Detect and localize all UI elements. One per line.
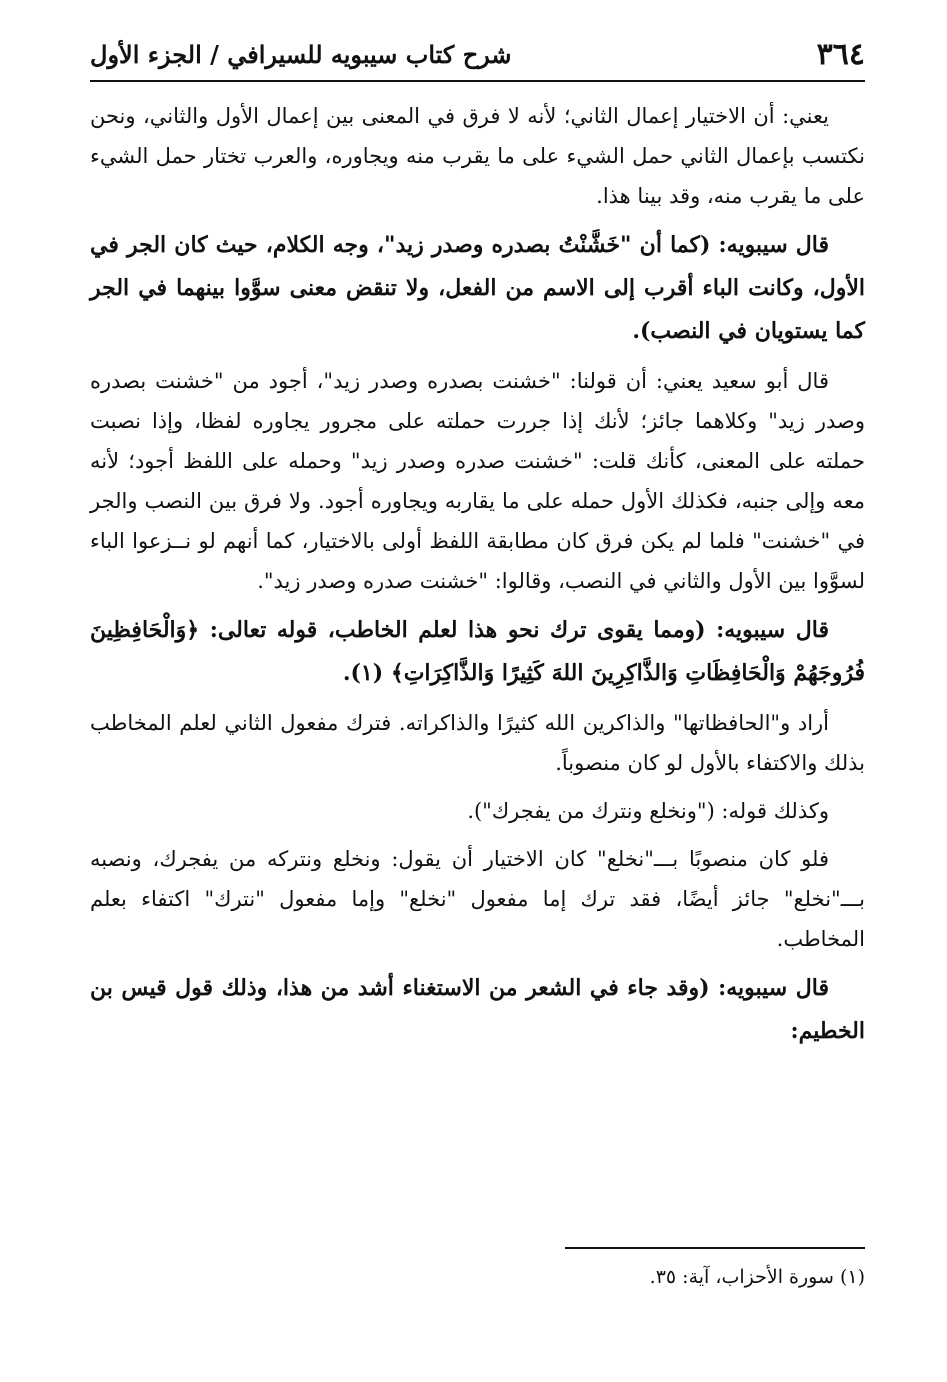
header-divider bbox=[90, 80, 865, 82]
paragraph-4-quote: قال سيبويه: (ومما يقوى ترك نحو هذا لعلم الخاطب، قوله تعالى: ﴿وَالْحَافِظِينَ فُرُوجَهُمْ وَالْحَافِظَاتِ وَالذَّاكِرِينَ اللهَ كَثِيرًا وَالذَّاكِرَاتِ﴾ (١). bbox=[90, 617, 865, 686]
page-header bbox=[90, 34, 865, 74]
running-title: شرح كتاب سيبويه للسيرافي / الجزء الأول bbox=[90, 39, 512, 69]
paragraph-1: يعني: أن الاختيار إعمال الثاني؛ لأنه لا فرق في المعنى بين إعمال الأول والثاني، ونحن نكتسب بإعمال الثاني حمل الشيء على ما يقرب منه ويجاوره، والعرب تختار حمل الشيء على ما يقرب منه، وقد بينا هذا. bbox=[90, 104, 865, 208]
paragraph-2-quote: قال سيبويه: (كما أن "خَشَّنْتُ بصدره وصدر زيد"، وجه الكلام، حيث كان الجر في الأول، وكانت الباء أقرب إلى الاسم من الفعل، ولا تنقض معنى سوَّوا بينهما في الجر كما يستويان في النصب). bbox=[90, 232, 865, 344]
page-body bbox=[90, 96, 865, 1061]
paragraph-5: أراد و"الحافظاتها" والذاكرين الله كثيرًا والذاكراته. فترك مفعول الثاني لعلم المخاطب بذلك والاكتفاء بالأول لو كان منصوباً. bbox=[90, 711, 865, 775]
footnote: (١) سورة الأحزاب، آية: ٣٥. bbox=[649, 1266, 865, 1288]
paragraph-8-quote: قال سيبويه: (وقد جاء في الشعر من الاستغناء أشد من هذا، وذلك قول قيس بن الخطيم: bbox=[90, 975, 865, 1044]
page-number: ٣٦٤ bbox=[816, 36, 865, 72]
paragraph-6: وكذلك قوله: ("ونخلع ونترك من يفجرك"). bbox=[467, 799, 829, 823]
footnote-divider bbox=[565, 1247, 865, 1249]
paragraph-7: فلو كان منصوبًا بـــ"نخلع" كان الاختيار أن يقول: ونخلع ونتركه من يفجرك، ونصبه بـــ"نخلع" جائز أيضًا، فقد ترك إما مفعول "نخلع" وإما مفعول "نترك" اكتفاء بعلم المخاطب. bbox=[90, 847, 865, 951]
paragraph-3: قال أبو سعيد يعني: أن قولنا: "خشنت بصدره وصدر زيد"، أجود من "خشنت بصدره وصدر زيد" وكلاهما جائز؛ لأنك إذا جررت حملته على مجرور يجاوره لفظا، وإذا نصبت حملته على المعنى، كأنك قلت: "خشنت صدره وصدر زيد" وحمله على اللفظ أجود؛ لأنه معه وإلى جنبه، فكذلك الأول حمله على ما يقاربه ويجاوره أجود. ولا فرق بين النصب والجر في "خشنت" فلما لم يكن فرق كان مطابقة اللفظ أولى بالاختيار، كما أنهم لو نــزعوا الباء لسوَّوا بين الأول والثاني في النصب، وقالوا: "خشنت صدره وصدر زيد". bbox=[90, 369, 865, 593]
